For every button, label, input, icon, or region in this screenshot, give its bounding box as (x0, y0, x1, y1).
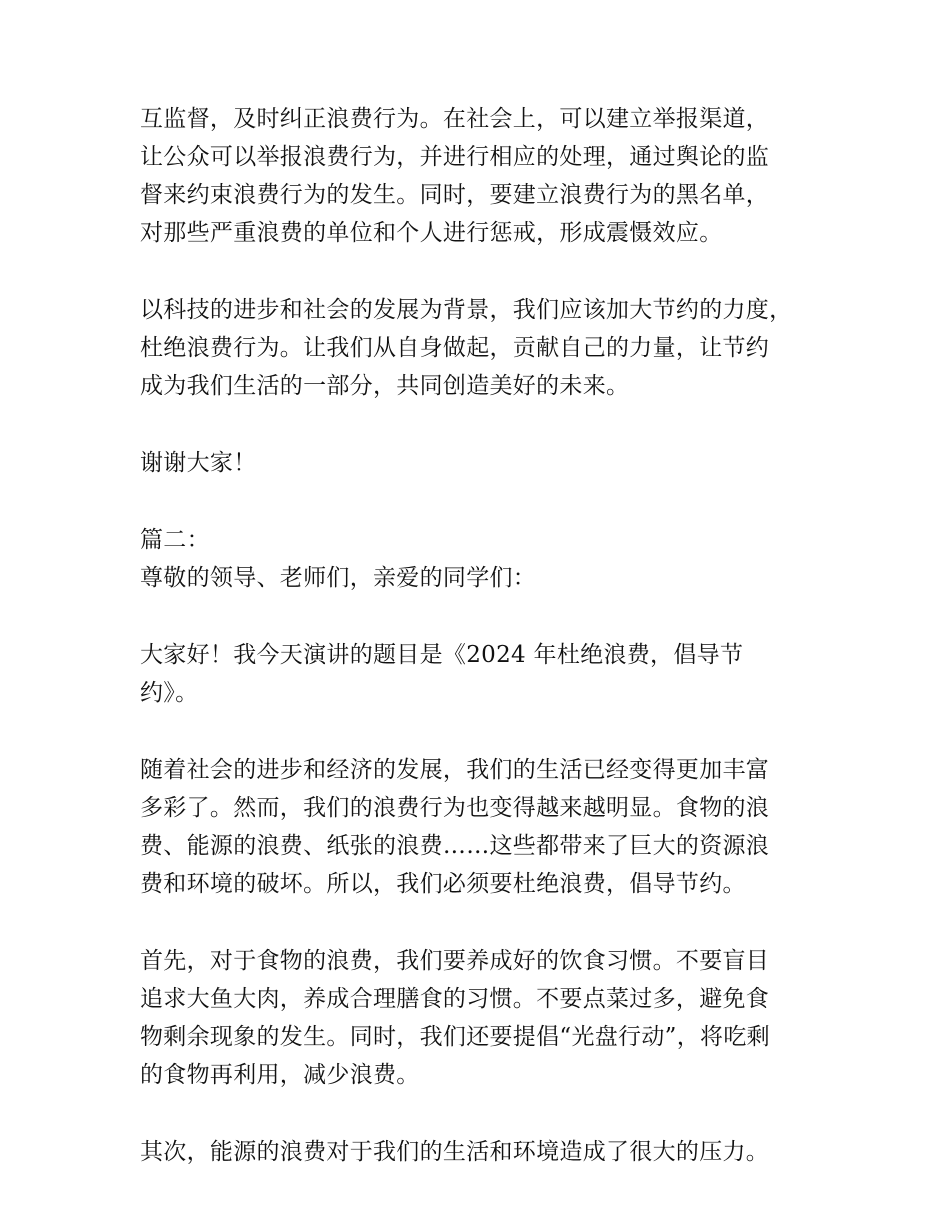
paragraph-food-waste (140, 942, 840, 1094)
paragraph-section-heading (140, 521, 840, 597)
text-line: 多彩了。然而，我们的浪费行为也变得越来越明显。食物的浪 (140, 795, 770, 821)
paragraph-supervision (140, 100, 840, 252)
paragraph-gap (140, 252, 840, 291)
paragraph-gap (140, 1094, 840, 1133)
text-line: 其次，能源的浪费对于我们的生活和环境造成了很大的压力。 (140, 1139, 770, 1165)
paragraph-gap (140, 712, 840, 751)
paragraph-gap (140, 482, 840, 521)
text-line: 费、能源的浪费、纸张的浪费……这些都带来了巨大的资源浪 (140, 833, 770, 859)
paragraph-thanks (140, 444, 840, 482)
text-line: 的食物再利用，减少浪费。 (140, 1062, 420, 1088)
paragraph-greeting (140, 636, 840, 712)
text-line: 以科技的进步和社会的发展为背景，我们应该加大节约的力度， (140, 297, 793, 323)
section-title: 篇二： (140, 527, 210, 553)
text-line: 费和环境的破坏。所以，我们必须要杜绝浪费，倡导节约。 (140, 871, 746, 897)
text-line: 互监督，及时纠正浪费行为。在社会上，可以建立举报渠道， (140, 106, 770, 132)
text-line: 让公众可以举报浪费行为，并进行相应的处理，通过舆论的监 (140, 144, 770, 170)
paragraph-conclusion (140, 291, 840, 405)
paragraph-energy-waste (140, 1133, 840, 1171)
text-line: 督来约束浪费行为的发生。同时，要建立浪费行为的黑名单， (140, 182, 770, 208)
paragraph-introduction (140, 751, 840, 903)
paragraph-gap (140, 405, 840, 444)
paragraph-gap (140, 903, 840, 942)
paragraph-gap (140, 597, 840, 636)
text-line: 杜绝浪费行为。让我们从自身做起，贡献自己的力量，让节约 (140, 335, 770, 361)
text-line: 谢谢大家！ (140, 450, 257, 476)
text-line: 对那些严重浪费的单位和个人进行惩戒，形成震慑效应。 (140, 220, 723, 246)
text-line: 成为我们生活的一部分，共同创造美好的未来。 (140, 373, 630, 399)
text-line: 追求大鱼大肉，养成合理膳食的习惯。不要点菜过多，避免食 (140, 986, 770, 1012)
text-line: 物剩余现象的发生。同时，我们还要提倡“光盘行动”，将吃剩 (140, 1024, 770, 1050)
text-line: 随着社会的进步和经济的发展，我们的生活已经变得更加丰富 (140, 757, 770, 783)
salutation: 尊敬的领导、老师们，亲爱的同学们： (140, 565, 537, 591)
text-line: 首先，对于食物的浪费，我们要养成好的饮食习惯。不要盲目 (140, 948, 770, 974)
text-line: 约》。 (140, 680, 199, 706)
text-line: 大家好！我今天演讲的题目是《2024 年杜绝浪费，倡导节 (140, 642, 744, 668)
document-body (140, 100, 840, 1171)
